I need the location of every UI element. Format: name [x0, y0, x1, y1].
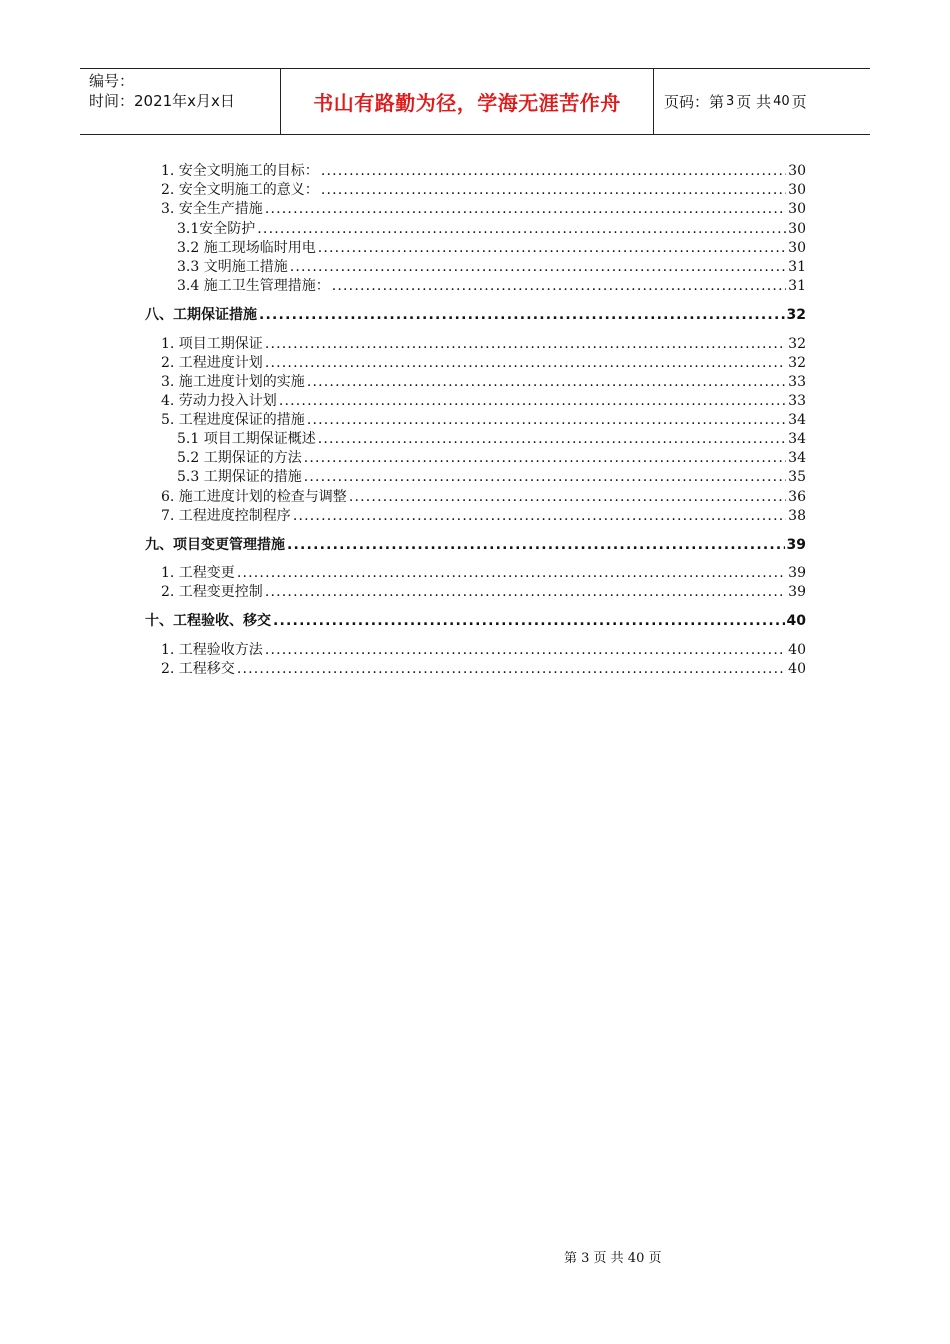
toc-entry-title: 3. 施工进度计划的实施: [161, 374, 305, 390]
page-total: 40: [773, 94, 790, 109]
toc-dot-leader: [265, 201, 786, 217]
toc-entry-page: 39: [788, 584, 806, 600]
toc-dot-leader: [287, 537, 785, 553]
toc-entry-title: 4. 劳动力投入计划: [161, 393, 277, 409]
toc-entry-title: 1. 安全文明施工的目标：: [161, 163, 319, 179]
toc-entry-title: 5.3 工期保证的措施: [177, 469, 302, 485]
toc-dot-leader: [293, 508, 786, 524]
toc-dot-leader: [318, 431, 786, 447]
toc-entry-page: 30: [788, 240, 806, 256]
toc-dot-leader: [237, 661, 786, 677]
doc-time-label: 时间：2021年x月x日: [89, 92, 235, 110]
toc-dot-leader: [318, 240, 786, 256]
toc-dot-leader: [321, 163, 786, 179]
toc-entry[interactable]: [161, 352, 806, 372]
header-page-info: [654, 69, 870, 134]
toc-entry[interactable]: [161, 333, 806, 353]
toc-entry-title: 1. 工程变更: [161, 565, 235, 581]
toc-dot-leader: [332, 278, 786, 294]
toc-entry-page: 39: [788, 565, 806, 581]
toc-entry-title: 5.2 工期保证的方法: [177, 450, 302, 466]
toc-dot-leader: [307, 374, 786, 390]
toc-entry[interactable]: [177, 447, 806, 467]
doc-code-label: 编号：: [89, 72, 135, 90]
toc-entry-page: 40: [786, 613, 806, 629]
footer-page-number: 第 3 页 共 40 页: [564, 1251, 662, 1266]
toc-entry[interactable]: [177, 237, 806, 257]
toc-entry-title: 2. 工程移交: [161, 661, 235, 677]
toc-entry-title: 3.2 施工现场临时用电: [177, 240, 316, 256]
toc-entry[interactable]: [161, 581, 806, 601]
toc-dot-leader: [304, 469, 786, 485]
toc-entry-title: 1. 工程验收方法: [161, 642, 263, 658]
toc-entry[interactable]: [161, 562, 806, 582]
toc-entry[interactable]: [145, 610, 806, 630]
header-info-cell: [80, 69, 281, 134]
page-suffix: 页: [791, 93, 807, 111]
toc-entry[interactable]: [161, 198, 806, 218]
toc-entry-page: 36: [788, 489, 806, 505]
toc-entry-page: 34: [788, 412, 806, 428]
page-current: 3: [726, 94, 735, 109]
toc-entry-title: 3.3 文明施工措施: [177, 259, 288, 275]
toc-entry-title: 7. 工程进度控制程序: [161, 508, 291, 524]
toc-entry[interactable]: [177, 275, 806, 295]
toc-dot-leader: [307, 412, 786, 428]
toc-entry-page: 30: [788, 182, 806, 198]
toc-dot-leader: [321, 182, 786, 198]
page-header: [80, 68, 870, 135]
toc-entry[interactable]: [177, 218, 806, 238]
toc-dot-leader: [265, 584, 786, 600]
toc-entry[interactable]: [161, 505, 806, 525]
toc-entry-title: 5.1 项目工期保证概述: [177, 431, 316, 447]
toc-dot-leader: [290, 259, 786, 275]
toc-dot-leader: [304, 450, 786, 466]
toc-entry-page: 35: [788, 469, 806, 485]
toc-entry-title: 2. 安全文明施工的意义：: [161, 182, 319, 198]
toc-entry-page: 34: [788, 431, 806, 447]
toc-entry-page: 40: [788, 661, 806, 677]
toc-entry[interactable]: [161, 486, 806, 506]
toc-entry[interactable]: [161, 179, 806, 199]
toc-entry-title: 3.1安全防护: [177, 221, 256, 237]
toc-entry-page: 32: [786, 307, 806, 323]
toc-entry-page: 31: [788, 259, 806, 275]
toc-entry[interactable]: [145, 304, 806, 324]
toc-entry-page: 38: [788, 508, 806, 524]
toc-entry[interactable]: [161, 409, 806, 429]
toc-entry-title: 6. 施工进度计划的检查与调整: [161, 489, 347, 505]
toc-entry[interactable]: [177, 428, 806, 448]
toc-entry-page: 32: [788, 355, 806, 371]
toc-entry-page: 30: [788, 221, 806, 237]
toc-entry[interactable]: [161, 390, 806, 410]
toc-dot-leader: [265, 642, 786, 658]
toc-entry-page: 33: [788, 393, 806, 409]
toc-entry[interactable]: [161, 160, 806, 180]
toc-dot-leader: [259, 307, 785, 323]
toc-entry-title: 十、工程验收、移交: [145, 613, 271, 629]
toc-entry-page: 40: [788, 642, 806, 658]
toc-entry-page: 32: [788, 336, 806, 352]
toc-entry-title: 1. 项目工期保证: [161, 336, 263, 352]
page-mid: 页 共: [736, 93, 772, 111]
toc-entry-title: 八、工期保证措施: [145, 307, 257, 323]
toc-entry-title: 九、项目变更管理措施: [145, 537, 285, 553]
toc-entry[interactable]: [161, 658, 806, 678]
toc-entry-page: 30: [788, 201, 806, 217]
toc-entry-page: 31: [788, 278, 806, 294]
toc-entry[interactable]: [161, 639, 806, 659]
toc-entry-page: 34: [788, 450, 806, 466]
toc-entry-title: 2. 工程变更控制: [161, 584, 263, 600]
toc-entry-title: 2. 工程进度计划: [161, 355, 263, 371]
toc-dot-leader: [237, 565, 786, 581]
toc-entry-title: 3.4 施工卫生管理措施：: [177, 278, 330, 294]
toc-dot-leader: [265, 355, 786, 371]
toc-dot-leader: [349, 489, 786, 505]
toc-dot-leader: [265, 336, 786, 352]
toc-dot-leader: [273, 613, 785, 629]
toc-entry-page: 39: [786, 537, 806, 553]
toc-dot-leader: [279, 393, 786, 409]
toc-entry[interactable]: [145, 534, 806, 554]
toc-entry-page: 30: [788, 163, 806, 179]
toc-entry[interactable]: [177, 466, 806, 486]
toc-entry[interactable]: [161, 371, 806, 391]
toc-entry[interactable]: [177, 256, 806, 276]
toc-dot-leader: [257, 221, 786, 237]
toc-entry-title: 3. 安全生产措施: [161, 201, 263, 217]
toc-entry-title: 5. 工程进度保证的措施: [161, 412, 305, 428]
page-prefix: 页码：第: [664, 93, 725, 111]
toc-entry-page: 33: [788, 374, 806, 390]
header-motto: 书山有路勤为径，学海无涯苦作舟: [281, 69, 654, 134]
